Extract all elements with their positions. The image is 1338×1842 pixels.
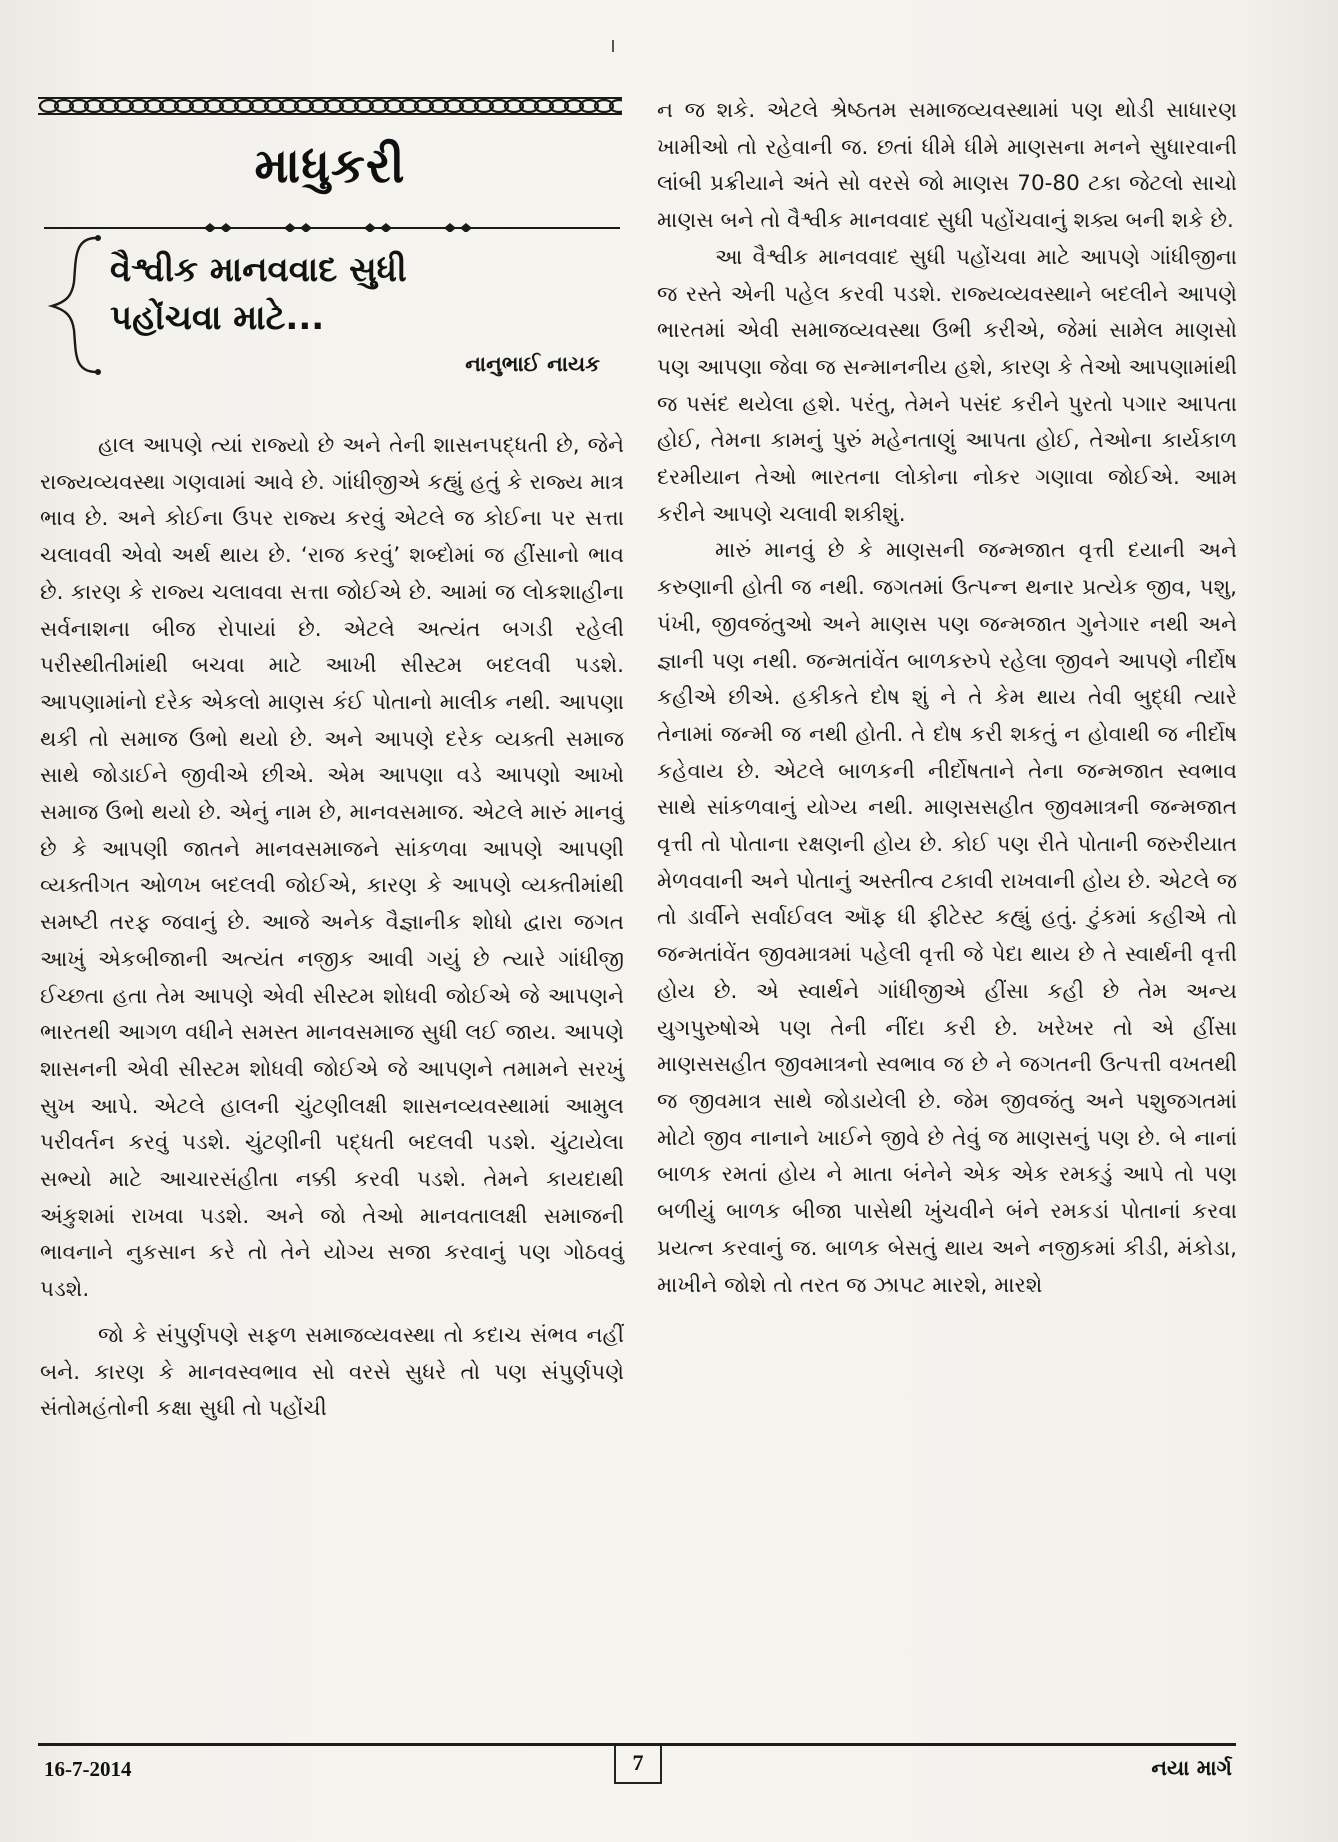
right-column bbox=[657, 93, 1237, 1304]
margin-mark bbox=[612, 40, 614, 52]
footer-date: 16-7-2014 bbox=[44, 1757, 132, 1781]
paragraph: ન જ શકે. એટલે શ્રેષ્ઠતમ સમાજવ્યવસ્થામાં પણ થોડી સાધારણ ખામીઓ તો રહેવાની જ. છતાં ધીમે ધીમે માણસના મનને સુધારવાની લાંબી પ્રક્રીયાને અંતે સો વરસે જો માણસ 70-80 ટકા જેટલો સાચો માણસ બને તો વૈશ્વીક માનવવાદ સુધી પહોંચવાનું શક્ય બની શકે છે. bbox=[657, 98, 1237, 234]
curly-brace-icon bbox=[44, 230, 104, 380]
paragraph: મારું માનવું છે કે માણસની જન્મજાત વૃત્તી દયાની અને કરુણાની હોતી જ નથી. જગતમાં ઉત્પન્ન થનાર પ્રત્યેક જીવ, પશુ, પંખી, જીવજંતુઓ અને માણસ પણ જન્મજાત ગુનેગાર નથી અને જ્ઞાની પણ નથી. જન્મતાંવેંત બાળકરુપે રહેલા જીવને આપણે નીર્દોષ કહીએ છીએ. હકીકતે દોષ શું ને તે કેમ થાય તેવી બુદ્ધી ત્યારે તેનામાં જન્મી જ નથી હોતી. તે દોષ કરી શકતું ન હોવાથી જ નીર્દોષ કહેવાય છે. એટલે બાળકની નીર્દોષતાને તેના જન્મજાત સ્વભાવ સાથે સાંકળવાનું યોગ્ય નથી. માણસસહીત જીવમાત્રની જન્મજાત વૃત્તી તો પોતાના રક્ષણની હોય છે. કોઈ પણ રીતે પોતાની જરુરીયાત મેળવવાની અને પોતાનું અસ્તીત્વ ટકાવી રાખવાની હોય છે. એટલે જ તો ડાર્વીને સર્વાઈવલ ઑફ ધી ફીટેસ્ટ કહ્યું હતું. ટુંકમાં કહીએ તો જન્મતાંવેંત જીવમાત્રમાં પહેલી વૃત્તી જે પેદા થાય છે તે સ્વાર્થની વૃત્તી હોય છે. એ સ્વાર્થને ગાંધીજીએ હીંસા કહી છે તેમ અન્ય યુગપુરુષોએ પણ તેની નીંદા કરી છે. ખરેખર તો એ હીંસા માણસસહીત જીવમાત્રનો સ્વભાવ જ છે ને જગતની ઉત્પત્તી વખતથી જ જીવમાત્ર સાથે જોડાયેલી છે. જેમ જીવજંતુ અને પશુજગતમાં મોટો જીવ નાનાને ખાઈને જીવે છે તેવું જ માણસનું પણ છે. બે નાનાં બાળક રમતાં હોય ને માતા બંનેને એક એક રમકડું આપે તો પણ બળીયું બાળક બીજા પાસેથી ખુંચવીને બંને રમકડાં પોતાનાં કરવા પ્રયત્ન કરવાનું જ. બાળક બેસતું થાય અને નજીકમાં કીડી, મંકોડા, માખીને જોશે તો તરત જ ઝાપટ મારશે, મારશે bbox=[657, 538, 1237, 1298]
article-title-line2: પહોંચવા માટે... bbox=[110, 298, 325, 338]
paragraph: જો કે સંપુર્ણપણે સફળ સમાજવ્યવસ્થા તો કદાચ સંભવ નહીં બને. કારણ કે માનવસ્વભાવ સો વરસે સુધરે તો પણ સંપુર્ણપણે સંતોમહંતોની કક્ષા સુધી તો પહોંચી bbox=[40, 1322, 624, 1422]
diamond-divider-icon bbox=[44, 218, 620, 232]
paragraph: આ વૈશ્વીક માનવવાદ સુધી પહોંચવા માટે આપણે ગાંધીજીના જ રસ્તે એની પહેલ કરવી પડશે. રાજ્યવ્યવસ્થાને બદલીને આપણે ભારતમાં એવી સમાજવ્યવસ્થા ઉભી કરીએ, જેમાં સામેલ માણસો પણ આપણા જેવા જ સન્માનનીય હશે, કારણ કે તેઓ આપણામાંથી જ પસંદ થયેલા હશે. પરંતુ, તેમને પસંદ કરીને પુરતો પગાર આપતા હોઈ, તેમના કામનું પુરું મહેનતાણું આપતા હોઈ, તેઓના કાર્યકાળ દરમીયાન તેઓ ભારતના લોકોના નોકર ગણાવા જોઈએ. આમ કરીને આપણે ચલાવી શકીશું. bbox=[657, 244, 1237, 527]
article-author: નાનુભાઈ નાયક bbox=[465, 352, 600, 376]
article-title-line1: વૈશ્વીક માનવવાદ સુધી bbox=[110, 250, 407, 290]
page-number: 7 bbox=[614, 1746, 662, 1784]
chain-ornament-icon bbox=[38, 95, 622, 117]
magazine-name: નયા માર્ગ bbox=[1151, 1756, 1232, 1780]
column-title: માધુકરી bbox=[254, 138, 406, 194]
article-title bbox=[110, 246, 610, 342]
paragraph: હાલ આપણે ત્યાં રાજ્યો છે અને તેની શાસનપદ્ધતી છે, જેને રાજ્યવ્યવસ્થા ગણવામાં આવે છે. ગાંધીજીએ કહ્યું હતું કે રાજ્ય માત્ર ભાવ છે. અને કોઈના ઉપર રાજ્ય કરવું એટલે જ કોઈના પર સત્તા ચલાવવી એવો અર્થ થાય છે. ‘રાજ કરવું’ શબ્દોમાં જ હીંસાનો ભાવ છે. કારણ કે રાજ્ય ચલાવવા સત્તા જોઈએ છે. આમાં જ લોકશાહીના સર્વનાશના બીજ રોપાયાં છે. એટલે અત્યંત બગડી રહેલી પરીસ્થીતીમાંથી બચવા માટે આખી સીસ્ટમ બદલવી પડશે. આપણામાંનો દરેક એકલો માણસ કંઈ પોતાનો માલીક નથી. આપણા થકી તો સમાજ ઉભો થયો છે. અને આપણે દરેક વ્યક્તી સમાજ સાથે જોડાઈને જીવીએ છીએ. એમ આપણા વડે આપણો આખો સમાજ ઉભો થયો છે. એનું નામ છે, માનવસમાજ. એટલે મારું માનવું છે કે આપણી જાતને માનવસમાજને સાંકળવા આપણે આપણી વ્યક્તીગત ઓળખ બદલવી જોઈએ, કારણ કે આપણે વ્યક્તીમાંથી સમષ્ટી તરફ જવાનું છે. આજે અનેક વૈજ્ઞાનીક શોધો દ્વારા જગત આખું એકબીજાની અત્યંત નજીક આવી ગયું છે ત્યારે ગાંધીજી ઈચ્છતા હતા તેમ આપણે એવી સીસ્ટમ શોધવી જોઈએ જે આપણને ભારતથી આગળ વધીને સમસ્ત માનવસમાજ સુધી લઈ જાય. આપણે શાસનની એવી સીસ્ટમ શોધવી જોઈએ જે આપણને તમામને સરખું સુખ આપે. એટલે હાલની ચુંટણીલક્ષી શાસનવ્યવસ્થામાં આમુલ પરીવર્તન કરવું પડશે. ચુંટણીની પદ્ધતી બદલવી પડશે. ચુંટાયેલા સભ્યો માટે આચારસંહીતા નક્કી કરવી પડશે. તેમને કાયદાથી અંકુશમાં રાખવા પડશે. અને જો તેઓ માનવતાલક્ષી સમાજની ભાવનાને નુકસાન કરે તો તેને યોગ્ય સજા કરવાનું પણ ગોઠવવું પડશે. bbox=[40, 433, 624, 1303]
left-column bbox=[40, 428, 624, 1428]
